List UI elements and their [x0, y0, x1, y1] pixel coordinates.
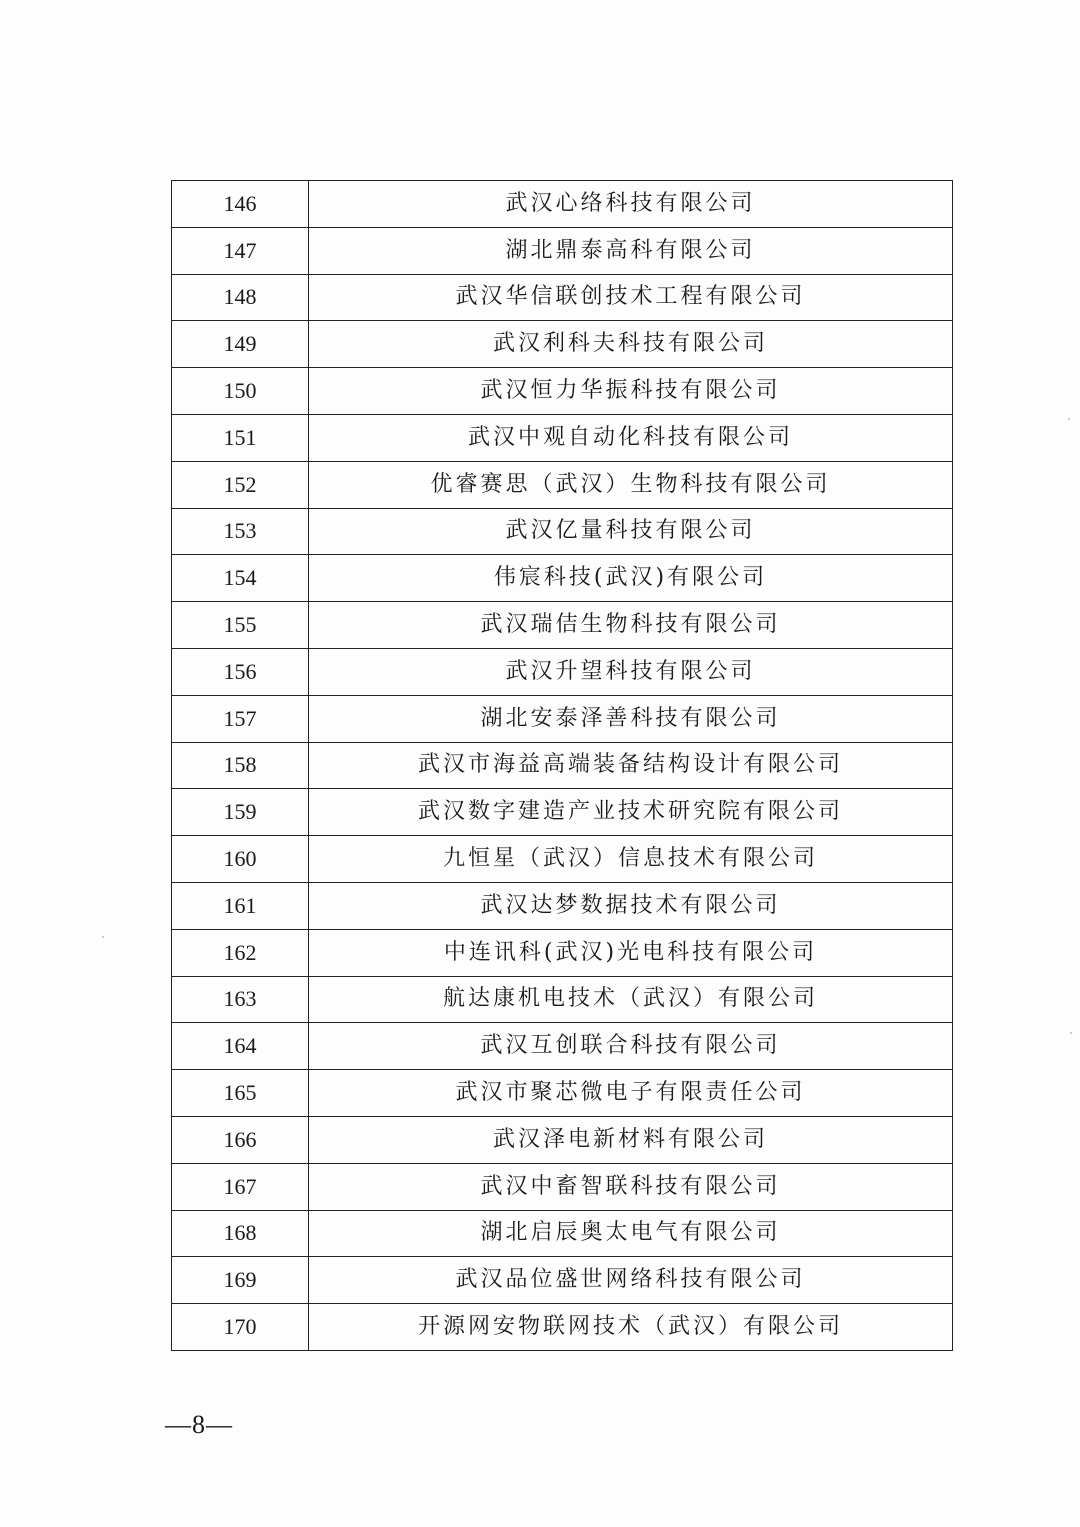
table-row: [172, 227, 953, 274]
company-name-cell: 武汉数字建造产业技术研究院有限公司: [309, 789, 953, 836]
company-name-cell: 武汉市海益高端装备结构设计有限公司: [309, 742, 953, 789]
row-number-cell: 155: [172, 602, 309, 649]
company-name-cell: 武汉互创联合科技有限公司: [309, 1023, 953, 1070]
scan-speck: [102, 936, 104, 938]
company-name-cell: 武汉品位盛世网络科技有限公司: [309, 1257, 953, 1304]
table-row: [172, 602, 953, 649]
row-number-cell: 148: [172, 274, 309, 321]
table-row: [172, 1070, 953, 1117]
row-number-cell: 151: [172, 414, 309, 461]
company-name-cell: 武汉中观自动化科技有限公司: [309, 414, 953, 461]
row-number-cell: 166: [172, 1116, 309, 1163]
row-number-cell: 158: [172, 742, 309, 789]
table-row: [172, 1163, 953, 1210]
scan-speck: [1068, 418, 1070, 420]
table-row: [172, 1257, 953, 1304]
company-name-cell: 武汉华信联创技术工程有限公司: [309, 274, 953, 321]
table-row: [172, 742, 953, 789]
row-number-cell: 167: [172, 1163, 309, 1210]
table-row: [172, 181, 953, 228]
company-name-cell: 湖北安泰泽善科技有限公司: [309, 695, 953, 742]
company-name-cell: 武汉利科夫科技有限公司: [309, 321, 953, 368]
table-row: [172, 1210, 953, 1257]
table-row: [172, 368, 953, 415]
company-name-cell: 武汉亿量科技有限公司: [309, 508, 953, 555]
company-name-cell: 优睿赛思（武汉）生物科技有限公司: [309, 461, 953, 508]
scan-speck: [1070, 1032, 1072, 1034]
table-row: [172, 648, 953, 695]
company-name-cell: 武汉泽电新材料有限公司: [309, 1116, 953, 1163]
company-list-table: [171, 180, 953, 1351]
table-row: [172, 976, 953, 1023]
company-name-cell: 湖北启辰奥太电气有限公司: [309, 1210, 953, 1257]
row-number-cell: 161: [172, 882, 309, 929]
company-name-cell: 武汉恒力华振科技有限公司: [309, 368, 953, 415]
company-name-cell: 武汉市聚芯微电子有限责任公司: [309, 1070, 953, 1117]
table-row: [172, 1023, 953, 1070]
row-number-cell: 165: [172, 1070, 309, 1117]
row-number-cell: 159: [172, 789, 309, 836]
company-name-cell: 九恒星（武汉）信息技术有限公司: [309, 836, 953, 883]
company-name-cell: 武汉达梦数据技术有限公司: [309, 882, 953, 929]
row-number-cell: 169: [172, 1257, 309, 1304]
row-number-cell: 147: [172, 227, 309, 274]
company-name-cell: 武汉中畜智联科技有限公司: [309, 1163, 953, 1210]
table-row: [172, 929, 953, 976]
table-row: [172, 508, 953, 555]
company-name-cell: 航达康机电技术（武汉）有限公司: [309, 976, 953, 1023]
row-number-cell: 154: [172, 555, 309, 602]
row-number-cell: 163: [172, 976, 309, 1023]
row-number-cell: 168: [172, 1210, 309, 1257]
row-number-cell: 146: [172, 181, 309, 228]
company-name-cell: 武汉升望科技有限公司: [309, 648, 953, 695]
company-list-body: [172, 181, 953, 1351]
row-number-cell: 170: [172, 1304, 309, 1351]
table-row: [172, 789, 953, 836]
company-name-cell: 武汉心络科技有限公司: [309, 181, 953, 228]
table-row: [172, 836, 953, 883]
table-row: [172, 274, 953, 321]
row-number-cell: 152: [172, 461, 309, 508]
row-number-cell: 153: [172, 508, 309, 555]
table-row: [172, 321, 953, 368]
row-number-cell: 157: [172, 695, 309, 742]
page-number: —8—: [165, 1410, 233, 1439]
table-row: [172, 695, 953, 742]
table-row: [172, 882, 953, 929]
row-number-cell: 149: [172, 321, 309, 368]
table-row: [172, 555, 953, 602]
company-name-cell: 湖北鼎泰高科有限公司: [309, 227, 953, 274]
row-number-cell: 162: [172, 929, 309, 976]
table-row: [172, 1116, 953, 1163]
table-row: [172, 1304, 953, 1351]
row-number-cell: 164: [172, 1023, 309, 1070]
row-number-cell: 150: [172, 368, 309, 415]
company-name-cell: 中连讯科(武汉)光电科技有限公司: [309, 929, 953, 976]
company-name-cell: 伟宸科技(武汉)有限公司: [309, 555, 953, 602]
row-number-cell: 156: [172, 648, 309, 695]
row-number-cell: 160: [172, 836, 309, 883]
table-row: [172, 461, 953, 508]
company-name-cell: 开源网安物联网技术（武汉）有限公司: [309, 1304, 953, 1351]
table-row: [172, 414, 953, 461]
company-name-cell: 武汉瑞佶生物科技有限公司: [309, 602, 953, 649]
